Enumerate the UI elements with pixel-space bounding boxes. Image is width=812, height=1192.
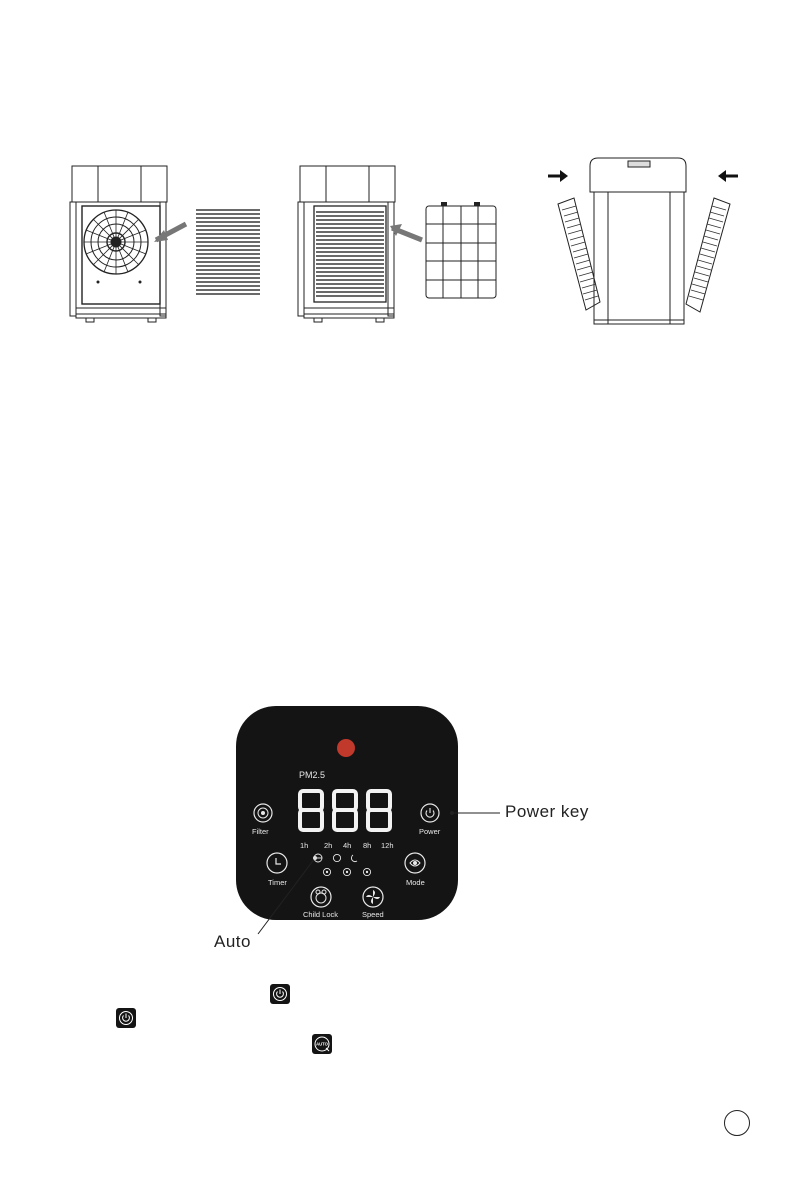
filter-label: Filter xyxy=(252,827,269,836)
auto-callout: Auto xyxy=(214,932,251,951)
power-icon xyxy=(270,984,290,1004)
auto-mode-icon xyxy=(312,1034,332,1054)
power-icon xyxy=(116,1008,136,1028)
timer-option-12h: 12h xyxy=(381,841,394,850)
timer-option-2h: 2h xyxy=(324,841,333,850)
child-lock-label: Child Lock xyxy=(303,910,339,919)
timer-option-1h: 1h xyxy=(300,841,309,850)
power-key-callout: Power key xyxy=(505,802,589,821)
power-label: Power xyxy=(419,827,441,836)
page-number-badge xyxy=(724,1110,750,1136)
speed-label: Speed xyxy=(362,910,384,919)
pm25-label: PM2.5 xyxy=(299,770,326,780)
timer-option-8h: 8h xyxy=(363,841,372,850)
mode-label: Mode xyxy=(406,878,425,887)
timer-label: Timer xyxy=(268,878,287,887)
svg-text:AUTO: AUTO xyxy=(316,1041,328,1047)
timer-option-4h: 4h xyxy=(343,841,352,850)
